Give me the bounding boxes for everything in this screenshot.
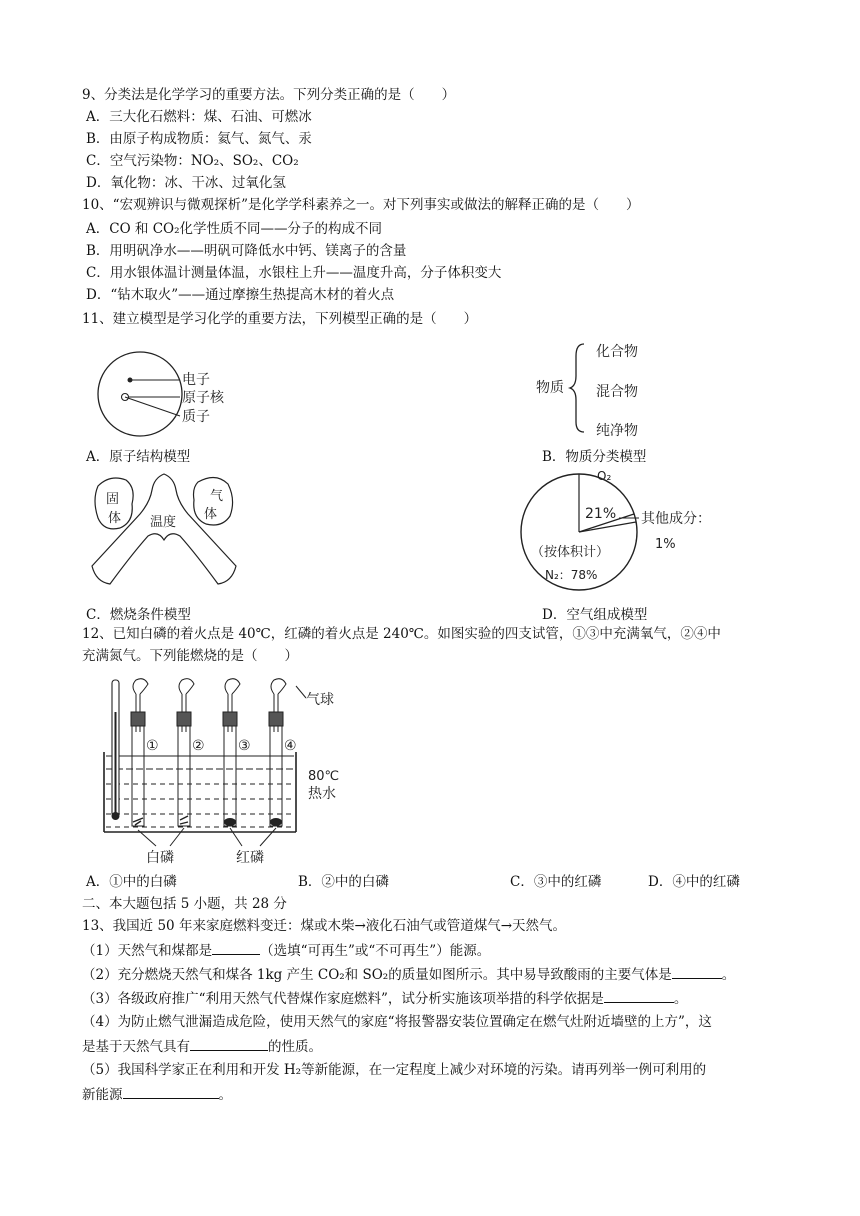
q13-part-1: [82, 940, 490, 961]
tube-1-body: [132, 726, 144, 826]
label-balloon: 气球: [306, 692, 334, 708]
class-brace: [570, 344, 584, 432]
air-other-label: 其他成分：: [641, 511, 711, 527]
q13-p3-text-a: （3）各级政府推广“利用天然气代替煤作家庭燃料”，试分析实施该项举措的科学依据是: [82, 991, 604, 1007]
tube-4-stopper: [269, 712, 283, 726]
tube-1-stopper: [131, 712, 145, 726]
label-red-phosphorus: 红磷: [236, 850, 264, 866]
tube-4-balloon: [271, 679, 286, 694]
label-tube-2: ②: [192, 738, 205, 754]
q13-p3-text-b: 。: [673, 991, 688, 1007]
atom-structure-diagram: [80, 350, 260, 440]
atom-label-electron: 电子: [182, 372, 210, 388]
air-pie-divider-3: [579, 522, 636, 532]
q10-option-c: C．用水银体温计测量体温，水银柱上升——温度升高，分子体积变大: [86, 265, 502, 281]
tube-1-balloon: [133, 679, 148, 694]
class-item-mixture: 混合物: [596, 384, 638, 400]
air-o2-pct: 21%: [585, 506, 617, 522]
class-item-compound: 化合物: [596, 344, 638, 360]
q12-stem-line1: 12、已知白磷的着火点是 40℃，红磷的着火点是 240℃。如图实验的四支试管，①③中充满氧气，②④中: [82, 626, 721, 642]
q13-p5-text-c: 。: [218, 1087, 232, 1103]
q9-option-a: A．三大化石燃料：煤、石油、可燃冰: [86, 109, 312, 125]
tube-2-body: [178, 726, 190, 826]
q13-p1-blank[interactable]: [212, 940, 260, 955]
q13-p4-text-b: 是基于天然气具有: [82, 1039, 190, 1055]
air-basis-label: （按体积计）: [531, 545, 610, 560]
q12-stem-line2: 充满氮气。下列能燃烧的是（ ）: [82, 648, 298, 664]
white-p-pointer-2: [170, 828, 184, 846]
label-hot-water: 热水: [308, 786, 336, 802]
tube-3-body: [224, 726, 236, 826]
q13-part-3: [82, 988, 687, 1009]
tube-4-body: [270, 726, 282, 826]
q13-p5-text-b: 新能源: [82, 1087, 123, 1103]
q13-part-4-line2: [82, 1036, 322, 1057]
q10-option-b: B．用明矾净水——明矾可降低水中钙、镁离子的含量: [86, 243, 407, 259]
q13-p2-blank[interactable]: [672, 964, 722, 979]
tube-2-balloon: [179, 679, 194, 694]
q11-caption-d: D．空气组成模型: [542, 607, 648, 623]
q9-option-c: C．空气污染物：NO₂、SO₂、CO₂: [86, 153, 299, 169]
q10-stem: 10、“宏观辨识与微观探析”是化学学科素养之一。对下列事实或做法的解释正确的是（ ）: [82, 197, 640, 213]
q12-option-b: B．②中的白磷: [298, 874, 389, 890]
combustion-conditions-diagram: [86, 470, 246, 598]
atom-outer-circle: [98, 352, 182, 436]
tube-3-balloon: [225, 679, 240, 694]
combust-label-solid-2: 体: [108, 511, 122, 526]
q13-p1-text-b: （选填“可再生”或“不可再生”）能源。: [260, 943, 491, 959]
section-2-heading: 二、本大题包括 5 小题，共 28 分: [82, 896, 287, 912]
red-p-pointer-2: [260, 828, 276, 846]
q13-p3-blank[interactable]: [604, 988, 674, 1003]
q13-p1-text-a: （1）天然气和煤都是: [82, 943, 213, 959]
q9-option-d: D．氧化物：冰、干冰、过氧化氢: [86, 175, 286, 191]
q9-stem: 9、分类法是化学学习的重要方法。下列分类正确的是（ ）: [82, 87, 456, 103]
proton-pointer: [125, 397, 180, 416]
air-other-pct: 1%: [655, 537, 676, 552]
q11-stem: 11、建立模型是学习化学的重要方法，下列模型正确的是（ ）: [82, 311, 478, 327]
label-tube-1: ①: [146, 738, 159, 754]
thermometer-bulb: [112, 812, 120, 820]
air-o2-label: O₂: [597, 469, 612, 483]
label-tube-3: ③: [238, 738, 251, 754]
air-composition-diagram: [515, 466, 715, 596]
combust-label-temperature: 温度: [150, 515, 177, 530]
substance-classification-diagram: [530, 334, 690, 442]
q12-option-c: C．③中的红磷: [510, 874, 602, 890]
phosphorus-experiment-diagram: [100, 672, 360, 868]
combust-label-gas-2: 体: [204, 507, 218, 522]
q13-p4-blank[interactable]: [190, 1036, 268, 1051]
q13-p2-text-b: 。: [721, 967, 736, 983]
tube-2-stopper: [177, 712, 191, 726]
q13-p2-text-a: （2）充分燃烧天然气和煤各 1kg 产生 CO₂和 SO₂的质量如图所示。其中易导致酸雨的主要气体是: [82, 967, 672, 983]
q11-caption-c: C．燃烧条件模型: [86, 607, 191, 623]
class-item-pure: 纯净物: [596, 423, 638, 439]
q12-option-a: A．①中的白磷: [86, 874, 177, 890]
q13-stem: 13、我国近 50 年来家庭燃料变迁：煤或木柴→液化石油气或管道煤气→天然气。: [82, 918, 567, 934]
air-n2-label: N₂：78%: [545, 568, 598, 582]
atom-label-nucleus: 原子核: [182, 390, 224, 406]
q11-caption-b: B．物质分类模型: [542, 449, 647, 465]
tube-2-white-phosphorus: [180, 816, 188, 824]
combust-label-gas-1: 气: [210, 489, 224, 504]
balloon-pointer: [296, 686, 306, 698]
tube-4-red-phosphorus: [270, 818, 282, 826]
atom-label-proton: 质子: [182, 409, 210, 425]
tube-3-red-phosphorus: [224, 818, 236, 826]
label-temperature: 80℃: [308, 769, 340, 784]
tube-1-white-phosphorus: [133, 818, 143, 825]
tube-3-stopper: [223, 712, 237, 726]
class-root-label: 物质: [536, 380, 564, 396]
q13-part-2: [82, 964, 735, 985]
q9-option-b: B．由原子构成物质：氦气、氮气、汞: [86, 131, 312, 147]
combust-label-solid-1: 固: [106, 492, 120, 507]
q10-option-a: A．CO 和 CO₂化学性质不同——分子的构成不同: [86, 221, 383, 237]
label-white-phosphorus: 白磷: [146, 850, 174, 866]
label-tube-4: ④: [284, 738, 297, 754]
red-p-pointer-1: [230, 828, 242, 846]
q13-p4-text-c: 的性质。: [268, 1039, 322, 1055]
q13-p5-blank[interactable]: [123, 1084, 219, 1099]
q11-caption-a: A．原子结构模型: [86, 449, 191, 465]
q12-option-d: D．④中的红磷: [648, 874, 740, 890]
q13-part-5-line1: （5）我国科学家正在利用和开发 H₂等新能源，在一定程度上减少对环境的污染。请再列举一例可利用的: [82, 1062, 707, 1078]
q13-part-4-line1: （4）为防止燃气泄漏造成危险，使用天然气的家庭“将报警器安装位置确定在燃气灶附近墙壁的上方”，这: [82, 1014, 712, 1030]
q13-part-5-line2: [82, 1084, 232, 1105]
q10-option-d: D．“钻木取火”——通过摩擦生热提高木材的着火点: [86, 287, 395, 303]
